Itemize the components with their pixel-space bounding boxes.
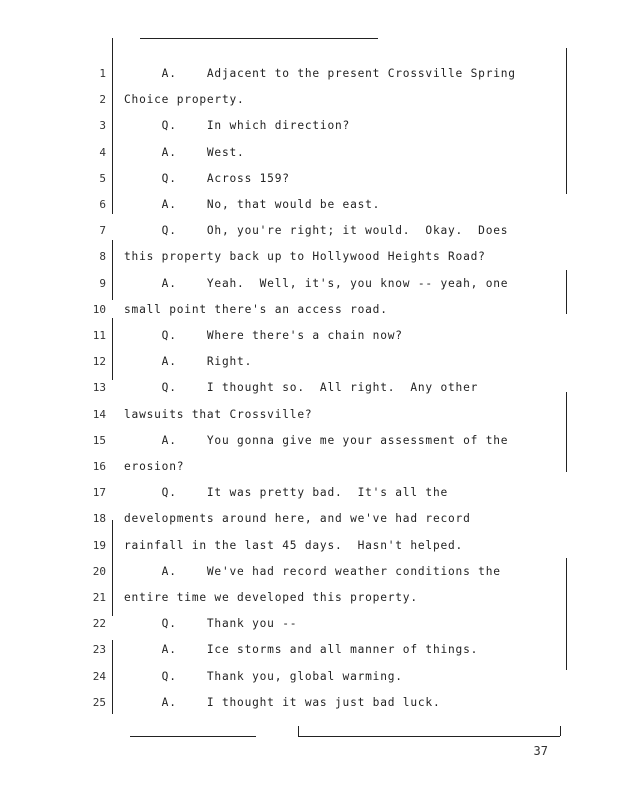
right-corner-rule [560,726,561,736]
bottom-rule-right [298,736,560,737]
line-text: Choice property. [124,93,245,107]
transcript-line [0,588,618,608]
line-text: A. I thought it was just bad luck. [124,695,441,709]
line-text: A. West. [124,145,245,159]
line-text: Q. Oh, you're right; it would. Okay. Does [124,224,509,238]
line-number: 5 [99,171,106,185]
transcript-line [0,536,618,556]
transcript-line [0,64,618,84]
line-text: A. Adjacent to the present Crossville Spring [124,67,516,80]
transcript-line [0,457,618,477]
line-text: rainfall in the last 45 days. Hasn't helped. [124,538,464,552]
line-text: A. You gonna give me your assessment of the [124,433,509,447]
line-number: 11 [92,329,106,342]
line-number: 6 [99,198,106,211]
line-text: lawsuits that Crossville? [124,407,313,421]
transcript-line [0,221,618,241]
transcript-line [0,509,618,529]
transcript-line [0,326,618,346]
line-number: 16 [92,460,106,473]
line-number: 22 [92,617,106,631]
transcript-line [0,169,618,189]
line-text: Q. I thought so. All right. Any other [124,381,479,395]
line-text: Q. Thank you -- [124,617,298,631]
bottom-rule-left [130,736,256,737]
line-number: 4 [99,145,106,159]
line-text: Q. In which direction? [124,119,351,133]
line-number: 1 [99,67,106,80]
line-text: Q. Thank you, global warming. [124,669,403,683]
line-number: 12 [92,355,106,369]
line-number: 17 [92,486,106,500]
transcript-line [0,614,618,634]
line-text: A. Right. [124,355,253,369]
left-corner-rule [298,726,299,736]
line-number: 13 [92,381,106,395]
transcript-line [0,116,618,136]
transcript-line [0,562,618,582]
transcript-line [0,431,618,451]
line-number: 8 [99,250,106,264]
transcript-line [0,693,618,713]
line-number: 23 [92,643,106,657]
line-number: 19 [92,538,106,552]
line-number: 3 [99,119,106,133]
line-text: A. Yeah. Well, it's, you know -- yeah, one [124,276,509,290]
transcript-line [0,195,618,215]
top-rule [140,38,378,39]
line-text: entire time we developed this property. [124,591,418,604]
line-text: Q. Across 159? [124,171,290,185]
transcript-line [0,300,618,320]
line-text: small point there's an access road. [124,302,388,316]
line-number: 14 [92,407,106,421]
transcript-line [0,640,618,660]
transcript-line [0,274,618,294]
line-text: A. No, that would be east. [124,198,381,211]
transcript-line [0,483,618,503]
line-text: A. Ice storms and all manner of things. [124,643,479,657]
line-number: 18 [92,512,106,526]
line-number: 20 [92,564,106,578]
line-text: Q. Where there's a chain now? [124,329,403,342]
line-text: developments around here, and we've had record [124,512,471,526]
line-number: 21 [92,591,106,604]
line-text: erosion? [124,460,185,473]
transcript-line [0,143,618,163]
line-number: 9 [99,276,106,290]
line-number: 25 [92,695,106,709]
page-number: 37 [533,744,548,758]
transcript-line [0,378,618,398]
transcript-line [0,352,618,372]
line-number: 7 [99,224,106,238]
line-number: 10 [92,302,106,316]
line-text: A. We've had record weather conditions the [124,564,501,578]
transcript-line [0,90,618,110]
transcript-line [0,405,618,425]
transcript-line [0,667,618,687]
line-number: 24 [92,669,106,683]
line-text: this property back up to Hollywood Heights Road? [124,250,486,264]
line-text: Q. It was pretty bad. It's all the [124,486,449,500]
transcript-line [0,247,618,267]
line-number: 15 [92,433,106,447]
line-number: 2 [99,93,106,107]
